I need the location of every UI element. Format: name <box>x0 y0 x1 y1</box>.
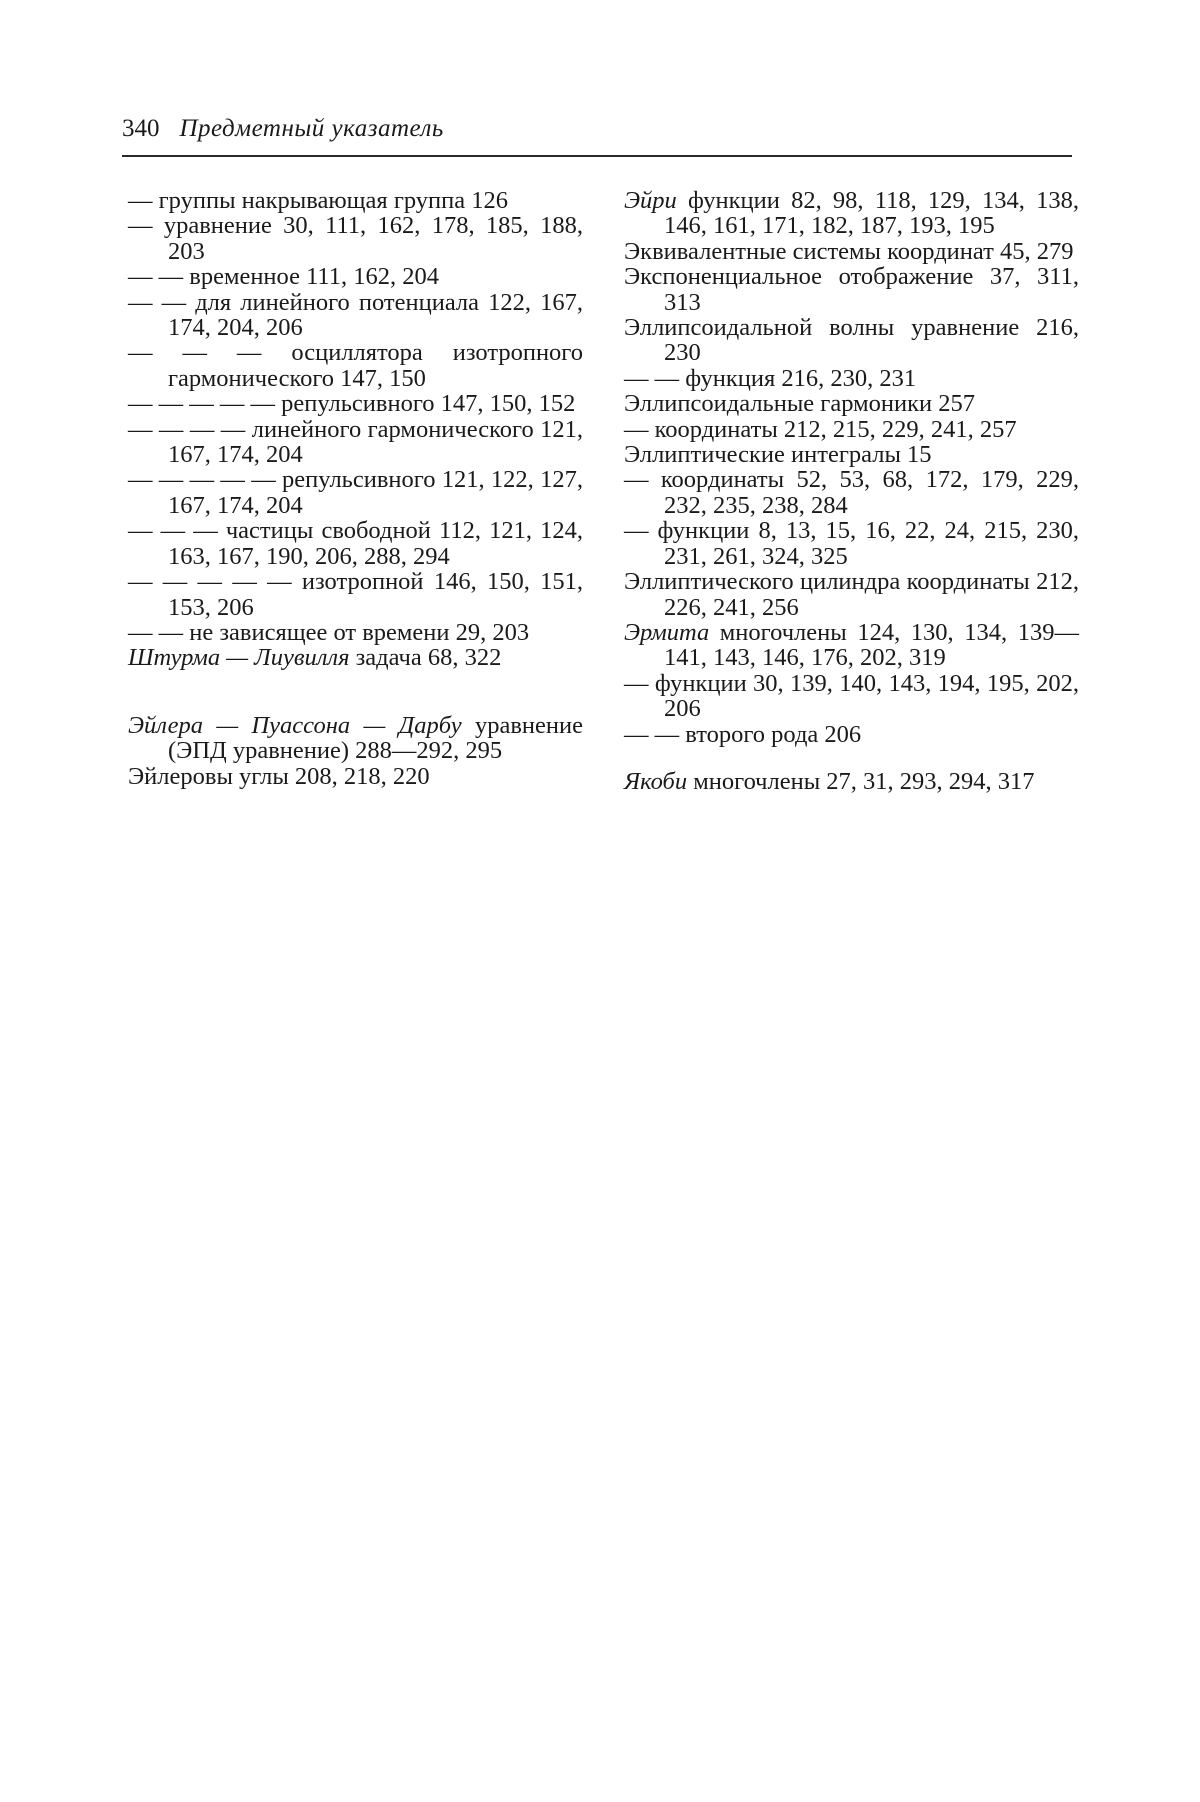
index-entry <box>624 391 1079 416</box>
entry-text: многочлены 124, 130, 134, 139—141, 143, 146, 176, 202, 319 <box>664 618 1079 672</box>
index-entry <box>128 569 583 620</box>
header-rule <box>122 155 1072 157</box>
index-entry <box>128 518 583 569</box>
entry-text: Эллиптические интегралы 15 <box>624 441 932 469</box>
entry-text: — — для линейного потенциала 122, 167, 174, 204, 206 <box>128 288 583 342</box>
entry-text: Эйлеровы углы 208, 218, 220 <box>128 762 430 790</box>
index-entry <box>128 467 583 518</box>
index-entry <box>128 340 583 391</box>
entry-text: — — функция 216, 230, 231 <box>624 364 917 392</box>
index-entry <box>128 764 583 789</box>
entry-name: Эйри <box>624 187 677 214</box>
entry-text: многочлены 27, 31, 293, 294, 317 <box>687 767 1035 795</box>
index-entry <box>624 417 1079 442</box>
index-entry <box>128 620 583 645</box>
entry-text: — уравнение 30, 111, 162, 178, 185, 188, 203 <box>128 212 583 265</box>
index-entry <box>624 315 1079 366</box>
entry-name: Эрмита <box>624 618 710 646</box>
entry-text: — — — — — репульсивного 147, 150, 152 <box>128 390 576 418</box>
entry-text: — — второго рода 206 <box>624 720 862 748</box>
entry-name: Штурма — Лиувилля <box>128 644 350 672</box>
index-entry <box>624 264 1079 315</box>
index-entry <box>128 645 583 670</box>
entry-text: — — — частицы свободной 112, 121, 124, 163, 167, 190, 206, 288, 294 <box>128 517 583 570</box>
index-entry <box>624 569 1079 620</box>
entry-text: функции 82, 98, 118, 129, 134, 138, 146, 161, 171, 182, 187, 193, 195 <box>664 187 1079 240</box>
index-column-left <box>128 188 583 789</box>
index-entry <box>128 713 583 764</box>
entry-text: Экспоненциальное отображение 37, 311, 313 <box>624 263 1079 316</box>
section-title: Предметный указатель <box>179 115 444 142</box>
entry-text: — — — — линейного гармонического 121, 167, 174, 204 <box>128 415 583 469</box>
entry-text: Эллипсоидальные гармоники 257 <box>624 390 975 418</box>
index-entry <box>128 290 583 341</box>
entry-text: уравнение (ЭПД уравнение) 288—292, 295 <box>168 711 583 765</box>
entry-text: — координаты 212, 215, 229, 241, 257 <box>624 415 1017 443</box>
entry-name: Якоби <box>624 767 688 795</box>
index-entry <box>624 442 1079 467</box>
entry-text: — — не зависящее от времени 29, 203 <box>128 618 530 646</box>
index-entry <box>624 239 1079 264</box>
index-entry <box>624 188 1079 239</box>
entry-name: Эйлера — Пуассона — Дарбу <box>128 711 462 739</box>
index-entry <box>624 722 1079 747</box>
running-head <box>122 112 1072 146</box>
index-entry <box>624 467 1079 518</box>
entry-text: — — временное 111, 162, 204 <box>128 263 440 291</box>
entry-text: — функции 8, 13, 15, 16, 22, 24, 215, 230, 231, 261, 324, 325 <box>624 517 1079 570</box>
entry-text: Эллиптического цилиндра координаты 212, 226, 241, 256 <box>624 568 1079 621</box>
entry-text: — — — — — репульсивного 121, 122, 127, 167, 174, 204 <box>128 466 583 519</box>
index-entry <box>128 417 583 468</box>
index-entry <box>624 769 1079 794</box>
entry-text: Эквивалентные системы координат 45, 279 <box>624 237 1074 265</box>
index-entry <box>128 213 583 264</box>
entry-text: — — — осциллятора изотропного гармонического 147, 150 <box>128 339 583 392</box>
entry-text: — группы накрывающая группа 126 <box>128 187 509 214</box>
index-entry <box>128 391 583 416</box>
index-entry <box>624 366 1079 391</box>
index-entry <box>128 264 583 289</box>
index-entry <box>128 188 583 213</box>
entry-text: задача 68, 322 <box>349 644 502 672</box>
index-entry <box>624 518 1079 569</box>
index-entry <box>624 620 1079 671</box>
entry-text: — функции 30, 139, 140, 143, 194, 195, 202, 206 <box>624 669 1079 723</box>
entry-text: — — — — — изотропной 146, 150, 151, 153, 206 <box>128 568 583 621</box>
page-number: 340 <box>122 115 160 142</box>
index-column-right <box>624 188 1079 794</box>
entry-text: — координаты 52, 53, 68, 172, 179, 229, 232, 235, 238, 284 <box>624 466 1079 519</box>
entry-text: Эллипсоидальной волны уравнение 216, 230 <box>624 314 1079 367</box>
index-entry <box>624 671 1079 722</box>
